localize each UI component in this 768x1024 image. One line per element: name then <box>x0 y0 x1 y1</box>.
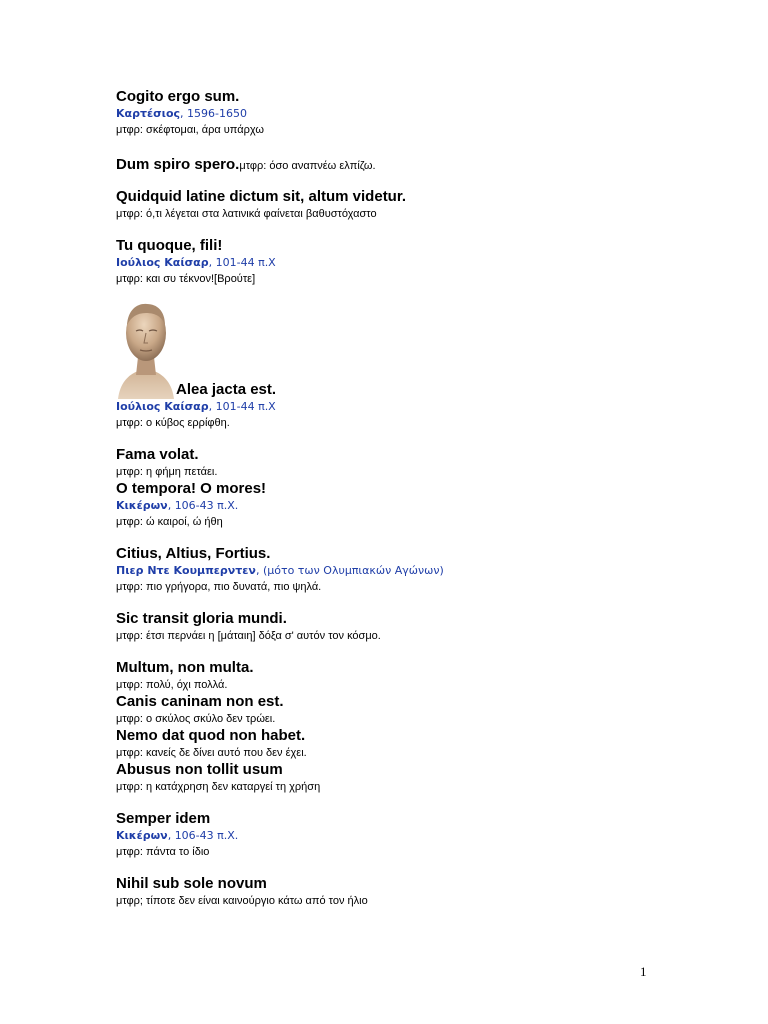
quote-entry <box>116 188 716 222</box>
attribution: Ιούλιος Καίσαρ, 101-44 π.Χ <box>116 400 276 413</box>
latin-quote: Sic transit gloria mundi. <box>116 610 287 627</box>
author-note: (μότο των Ολυμπιακών Αγώνων) <box>262 564 444 577</box>
latin-quote: Canis caninam non est. <box>116 693 284 710</box>
quote-entry <box>116 88 716 138</box>
page-number: 1 <box>640 964 647 979</box>
translation: μτφρ: και συ τέκνον![Βρούτε] <box>116 273 256 285</box>
translation: μτφρ: σκέφτομαι, άρα υπάρχω <box>116 124 264 136</box>
quote-entry <box>116 545 716 595</box>
latin-quote: Semper idem <box>116 810 211 827</box>
document-body <box>116 88 716 909</box>
translation: μτφρ: έτσι περνάει η [μάταιη] δόξα σ' αυτόν τον κόσμο. <box>116 630 381 642</box>
quote-entry <box>116 446 716 480</box>
quote-entry <box>116 610 716 644</box>
quote-entry <box>116 761 716 795</box>
quote-entry <box>116 875 716 909</box>
author-dates: 106-43 π.Χ. <box>174 499 239 512</box>
author-dates: 106-43 π.Χ. <box>174 829 239 842</box>
attribution: Καρτέσιος, 1596-1650 <box>116 107 247 120</box>
quote-entry <box>116 693 716 727</box>
latin-quote: O tempora! O mores! <box>116 480 267 497</box>
author-name: Ιούλιος Καίσαρ <box>116 256 209 269</box>
latin-quote: Cogito ergo sum. <box>116 88 240 105</box>
translation: μτφρ; τίποτε δεν είναι καινούργιο κάτω από τον ήλιο <box>116 895 368 907</box>
author-dates: 1596-1650 <box>187 107 247 120</box>
latin-quote: Alea jacta est. <box>176 381 277 398</box>
quote-entry <box>116 237 716 287</box>
latin-quote: Multum, non multa. <box>116 659 254 676</box>
author-name: Καρτέσιος <box>116 107 181 120</box>
latin-quote: Quidquid latine dictum sit, altum videtur. <box>116 188 407 205</box>
translation: μτφρ: πάντα το ίδιο <box>116 846 210 858</box>
latin-quote: Citius, Altius, Fortius. <box>116 545 271 562</box>
translation: μτφρ: ό,τι λέγεται στα λατινικά φαίνεται βαθυστόχαστο <box>116 208 377 220</box>
caesar-bust-image <box>116 295 176 399</box>
quote-entry <box>116 295 716 431</box>
quote-entry <box>116 727 716 761</box>
author-name: Κικέρων <box>116 499 168 512</box>
author-name: Ιούλιος Καίσαρ <box>116 400 209 413</box>
latin-quote: Nihil sub sole novum <box>116 875 267 892</box>
quote-entry <box>116 480 716 530</box>
quote-entry <box>116 810 716 860</box>
attribution: Πιερ Ντε Κουμπερντεν, (μότο των Ολυμπιακών Αγώνων) <box>116 564 444 577</box>
author-name: Κικέρων <box>116 829 168 842</box>
latin-quote: Nemo dat quod non habet. <box>116 727 306 744</box>
translation: μτφρ: ώ καιροί, ώ ήθη <box>116 516 223 528</box>
translation: μτφρ: κανείς δε δίνει αυτό που δεν έχει. <box>116 747 307 759</box>
translation: μτφρ: ο κύβος ερρίφθη. <box>116 417 230 429</box>
translation: μτφρ: όσο αναπνέω ελπίζω. <box>239 160 376 172</box>
quote-entry <box>116 156 716 175</box>
latin-quote: Fama volat. <box>116 446 199 463</box>
translation: μτφρ: η κατάχρηση δεν καταργεί τη χρήση <box>116 781 321 793</box>
translation: μτφρ: πιο γρήγορα, πιο δυνατά, πιο ψηλά. <box>116 581 322 593</box>
author-dates: 101-44 π.Χ <box>215 256 276 269</box>
author-dates: 101-44 π.Χ <box>215 400 276 413</box>
attribution: Κικέρων, 106-43 π.Χ. <box>116 499 239 512</box>
attribution: Ιούλιος Καίσαρ, 101-44 π.Χ <box>116 256 276 269</box>
quote-entry <box>116 659 716 693</box>
author-name: Πιερ Ντε Κουμπερντεν <box>116 564 256 577</box>
latin-quote: Tu quoque, fili! <box>116 237 223 254</box>
latin-quote: Dum spiro spero.μτφρ: όσο αναπνέω ελπίζω. <box>116 156 376 173</box>
attribution: Κικέρων, 106-43 π.Χ. <box>116 829 239 842</box>
translation: μτφρ: ο σκύλος σκύλο δεν τρώει. <box>116 713 276 725</box>
translation: μτφρ: η φήμη πετάει. <box>116 466 218 478</box>
translation: μτφρ: πολύ, όχι πολλά. <box>116 679 228 691</box>
latin-quote: Abusus non tollit usum <box>116 761 283 778</box>
